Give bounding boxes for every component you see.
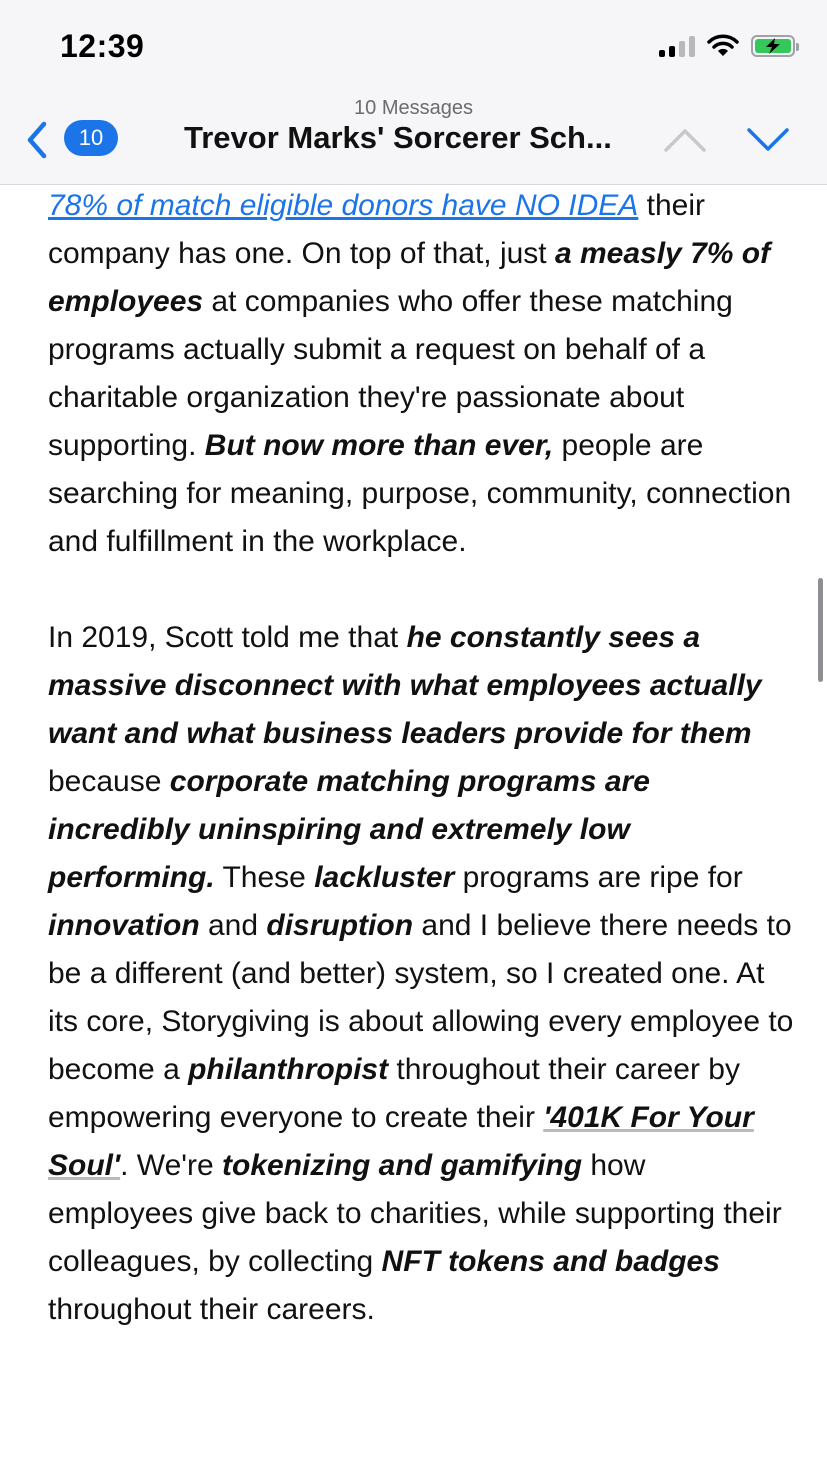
message-body <box>48 182 798 1334</box>
battery-charging-icon <box>751 35 795 57</box>
message-count: 10 Messages <box>354 97 473 119</box>
paragraph-1: 78% of match eligible donors have NO IDEA their company has one. On top of that, just a measly 7% of employees at companies who offer these matching programs actually submit a request on behalf of a charitable organization they're passionate about supporting. But now more than ever, people are searching for meaning, purpose, community, connection and fulfillment in the workplace. <box>48 189 792 558</box>
cellular-signal-icon <box>659 35 695 57</box>
status-time: 12:39 <box>60 28 145 64</box>
back-chevron-icon[interactable] <box>22 118 52 162</box>
previous-message-icon[interactable] <box>662 126 708 154</box>
donor-statistic-link[interactable]: 78% of match eligible donors have NO IDEA <box>48 189 639 222</box>
scroll-indicator[interactable] <box>818 578 823 682</box>
next-message-icon[interactable] <box>745 126 791 154</box>
wifi-icon <box>707 34 739 58</box>
soul-401k-link[interactable]: '401K For Your Soul' <box>48 1101 754 1182</box>
status-icons <box>659 34 795 58</box>
unread-count-badge[interactable]: 10 <box>64 120 118 156</box>
paragraph-2: In 2019, Scott told me that he constantly sees a massive disconnect with what employees actually want and what business leaders provide for them because corporate matching programs are incredibly uninspiring and extremely low performing. These lackluster programs are ripe for innovation and disruption and I believe there needs to be a different (and better) system, so I created one. At its core, Storygiving is about allowing every employee to become a philanthropist throughout their career by empowering everyone to create their '401K For Your Soul'. We're tokenizing and gamifying how employees give back to charities, while supporting their colleagues, by collecting NFT tokens and badges throughout their careers. <box>48 621 794 1326</box>
navigation-header <box>0 0 827 185</box>
thread-subject: Trevor Marks' Sorcerer Sch... <box>184 120 612 155</box>
